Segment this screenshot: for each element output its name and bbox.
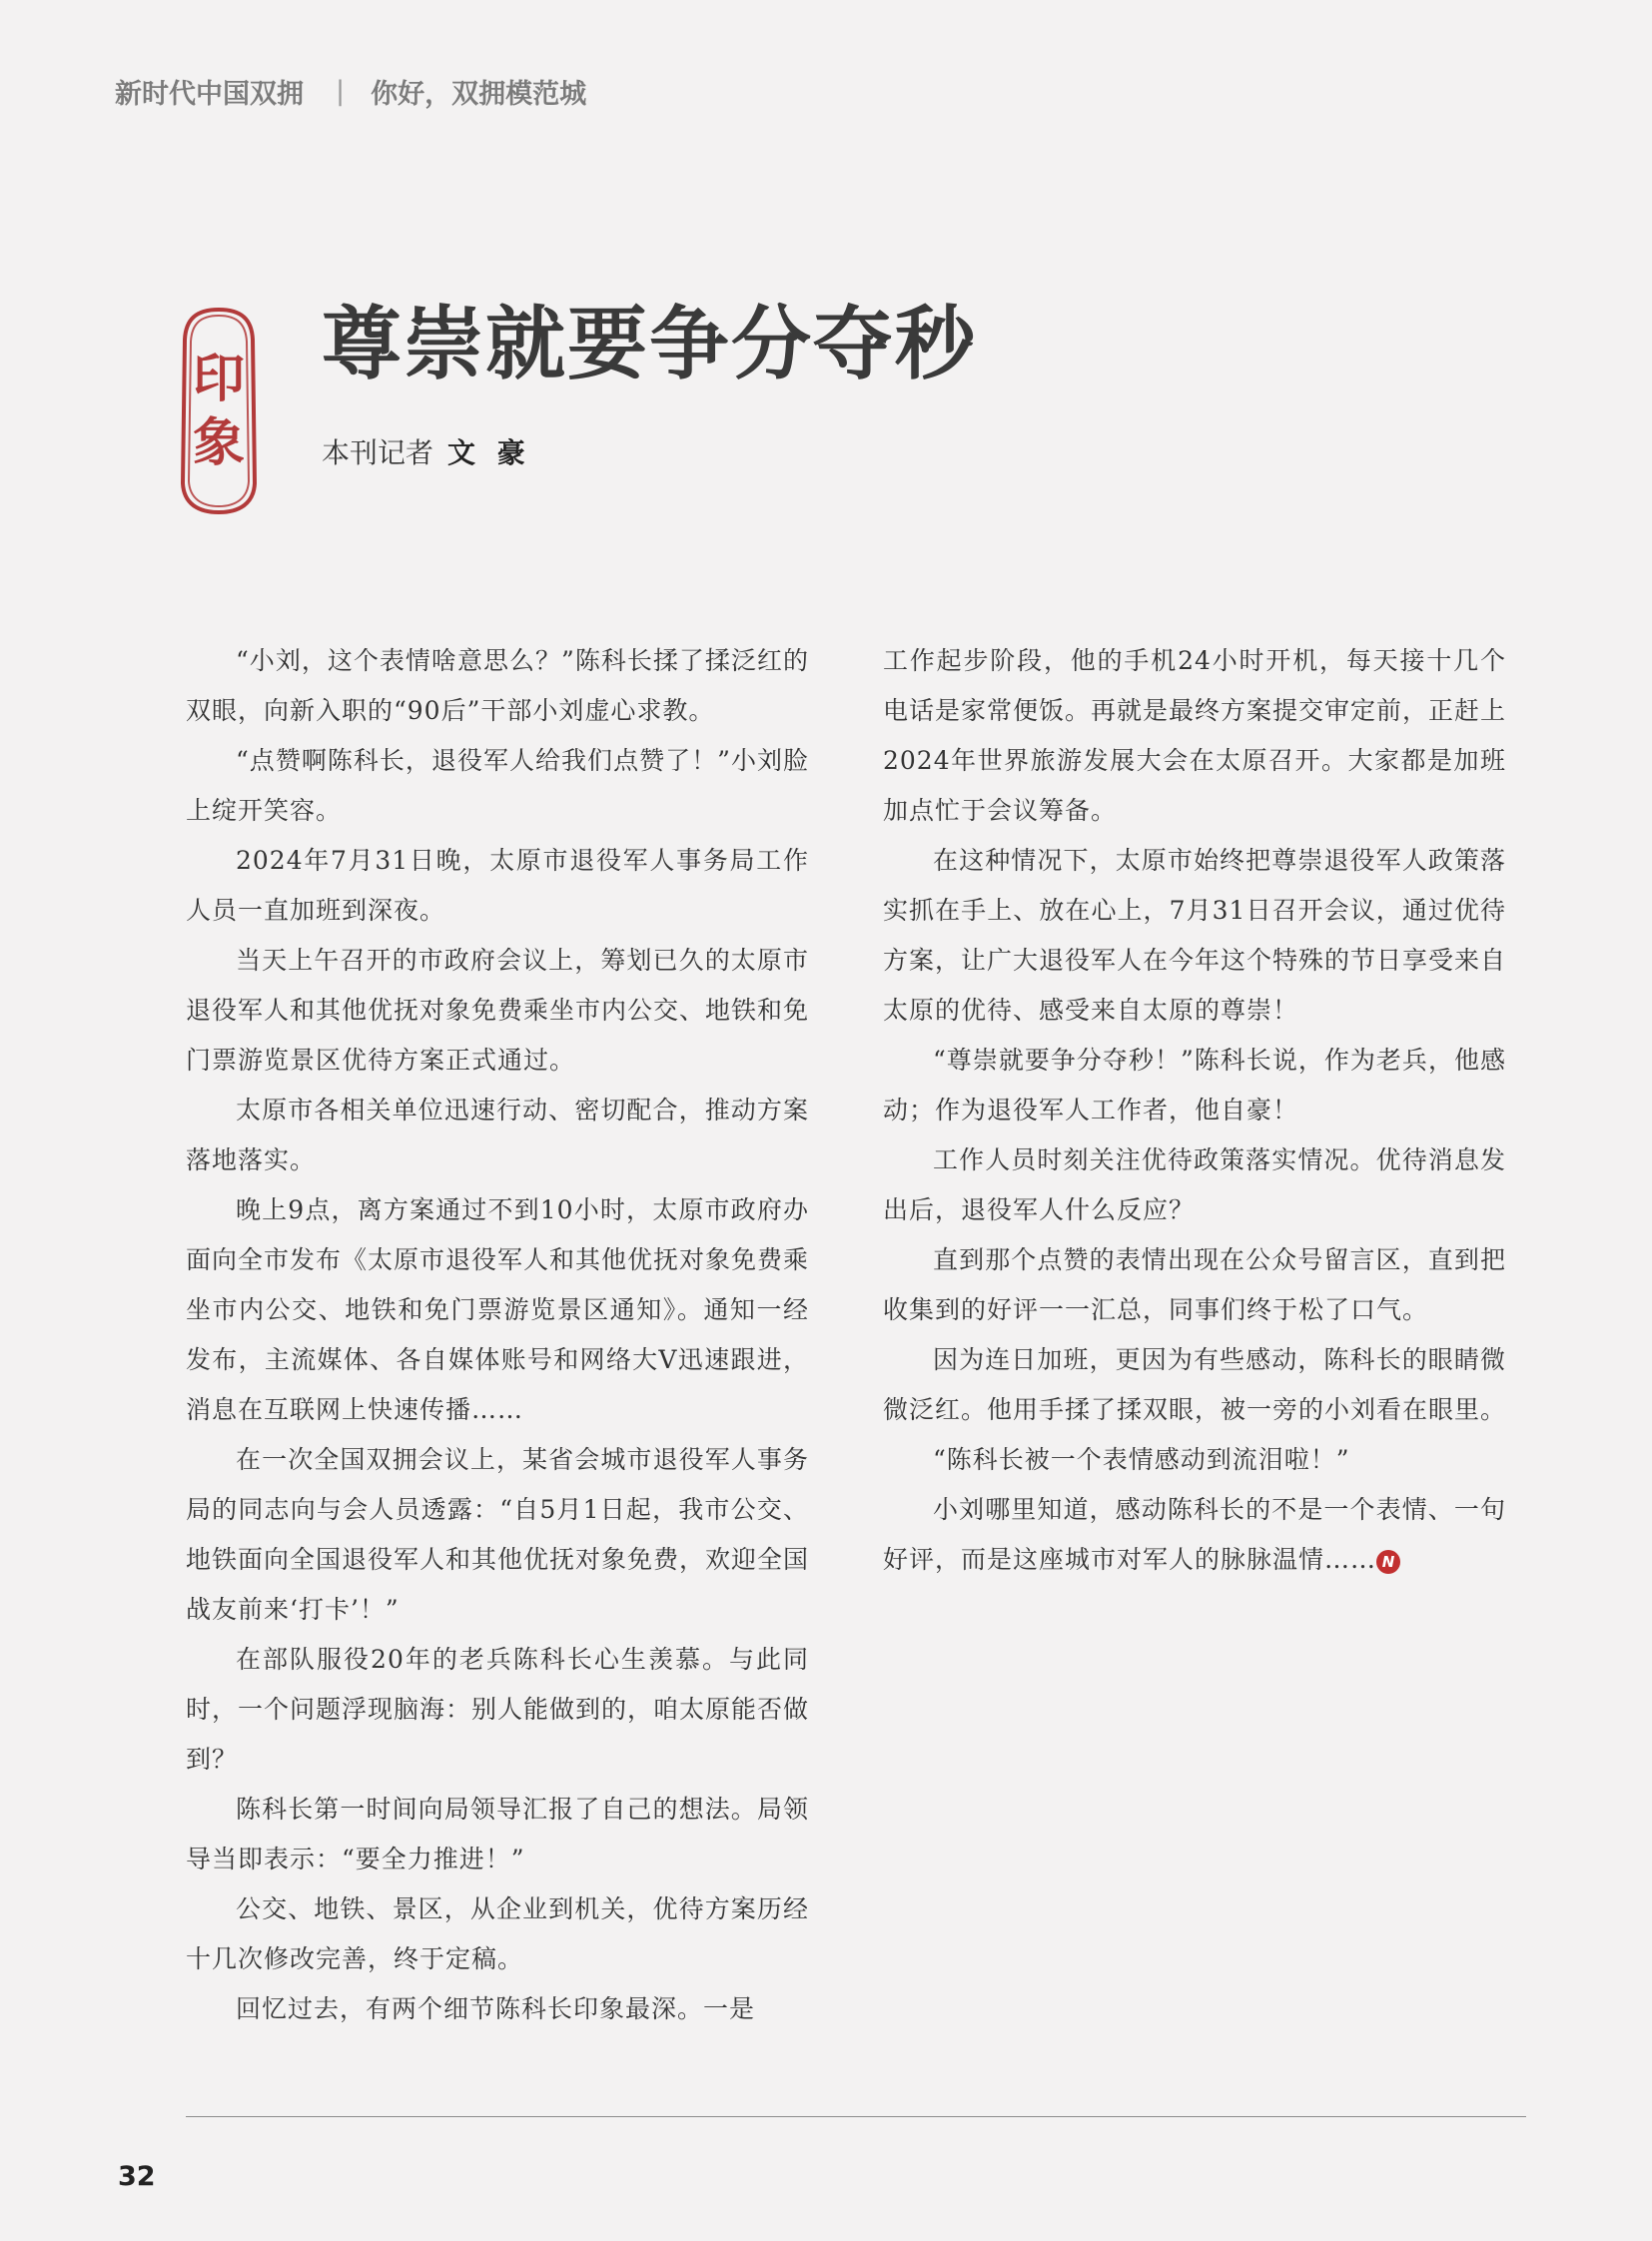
byline-label: 本刊记者 bbox=[322, 436, 434, 469]
paragraph: 公交、地铁、景区，从企业到机关，优待方案历经十几次修改完善，终于定稿。 bbox=[186, 1894, 809, 1973]
paragraph: 在部队服役20年的老兵陈科长心生羡慕。与此同时，一个问题浮现脑海：别人能做到的，咱太原能否做到？ bbox=[186, 1645, 810, 1774]
subsection-name: 你好，双拥模范城 bbox=[371, 79, 587, 110]
left-column bbox=[186, 636, 809, 2034]
paragraph: “小刘，这个表情啥意思么？”陈科长揉了揉泛红的双眼，向新入职的“90后”干部小刘虚心求教。 bbox=[186, 646, 809, 725]
header-separator: | bbox=[336, 76, 346, 107]
paragraph: “点赞啊陈科长，退役军人给我们点赞了！”小刘脸上绽开笑容。 bbox=[186, 746, 809, 825]
paragraph: “陈科长被一个表情感动到流泪啦！” bbox=[933, 1445, 1350, 1474]
seal-stamp bbox=[176, 306, 262, 517]
paragraph: 在一次全国双拥会议上，某省会城市退役军人事务局的同志向与会人员透露：“自5月1日起，我市公交、地铁面向全国退役军人和其他优抚对象免费，欢迎全国战友前来‘打卡’！” bbox=[186, 1445, 810, 1624]
right-column bbox=[883, 636, 1506, 1585]
byline bbox=[322, 431, 531, 471]
running-header bbox=[115, 72, 586, 111]
paragraph: 太原市各相关单位迅速行动、密切配合，推动方案落地落实。 bbox=[186, 1096, 809, 1174]
final-paragraph-text: 小刘哪里知道，感动陈科长的不是一个表情、一句好评，而是这座城市对军人的脉脉温情…… bbox=[883, 1495, 1506, 1574]
paragraph: 工作人员时刻关注优待政策落实情况。优待消息发出后，退役军人什么反应？ bbox=[883, 1145, 1506, 1224]
paragraph: 直到那个点赞的表情出现在公众号留言区，直到把收集到的好评一一汇总，同事们终于松了口气。 bbox=[883, 1245, 1506, 1324]
seal-char-2: 象 bbox=[192, 413, 245, 473]
footer-rule bbox=[186, 2116, 1526, 2117]
seal-char-1: 印 bbox=[192, 350, 245, 409]
final-paragraph bbox=[883, 1485, 1506, 1585]
paragraph-continuation: 工作起步阶段，他的手机24小时开机，每天接十几个电话是家常便饭。再就是最终方案提交审定前，正赶上2024年世界旅游发展大会在太原召开。大家都是加班加点忙于会议筹备。 bbox=[883, 646, 1507, 825]
paragraph: 在这种情况下，太原市始终把尊崇退役军人政策落实抓在手上、放在心上，7月31日召开会议，通过优待方案，让广大退役军人在今年这个特殊的节日享受来自太原的优待、感受来自太原的尊崇！ bbox=[883, 846, 1507, 1025]
section-name: 新时代中国双拥 bbox=[115, 79, 304, 110]
seal-border-icon bbox=[176, 306, 262, 517]
paragraph: 晚上9点，离方案通过不到10小时，太原市政府办面向全市发布《太原市退役军人和其他优抚对象免费乘坐市内公交、地铁和免门票游览景区通知》。通知一经发布，主流媒体、各自媒体账号和网络大V迅速跟进，消息在互联网上快速传播…… bbox=[186, 1195, 810, 1424]
page-number: 32 bbox=[118, 2161, 156, 2192]
end-mark-icon: N bbox=[1376, 1550, 1400, 1574]
paragraph: “尊崇就要争分夺秒！”陈科长说，作为老兵，他感动；作为退役军人工作者，他自豪！ bbox=[883, 1046, 1506, 1124]
paragraph: 回忆过去，有两个细节陈科长印象最深。一是 bbox=[236, 1994, 756, 2023]
paragraph: 陈科长第一时间向局领导汇报了自己的想法。局领导当即表示：“要全力推进！” bbox=[186, 1795, 809, 1873]
paragraph: 2024年7月31日晚，太原市退役军人事务局工作人员一直加班到深夜。 bbox=[186, 846, 809, 925]
article-title: 尊崇就要争分夺秒 bbox=[322, 297, 977, 390]
byline-author: 文 豪 bbox=[447, 436, 531, 469]
paragraph: 当天上午召开的市政府会议上，筹划已久的太原市退役军人和其他优抚对象免费乘坐市内公交、地铁和免门票游览景区优待方案正式通过。 bbox=[186, 946, 810, 1075]
paragraph: 因为连日加班，更因为有些感动，陈科长的眼睛微微泛红。他用手揉了揉双眼，被一旁的小刘看在眼里。 bbox=[883, 1345, 1507, 1424]
